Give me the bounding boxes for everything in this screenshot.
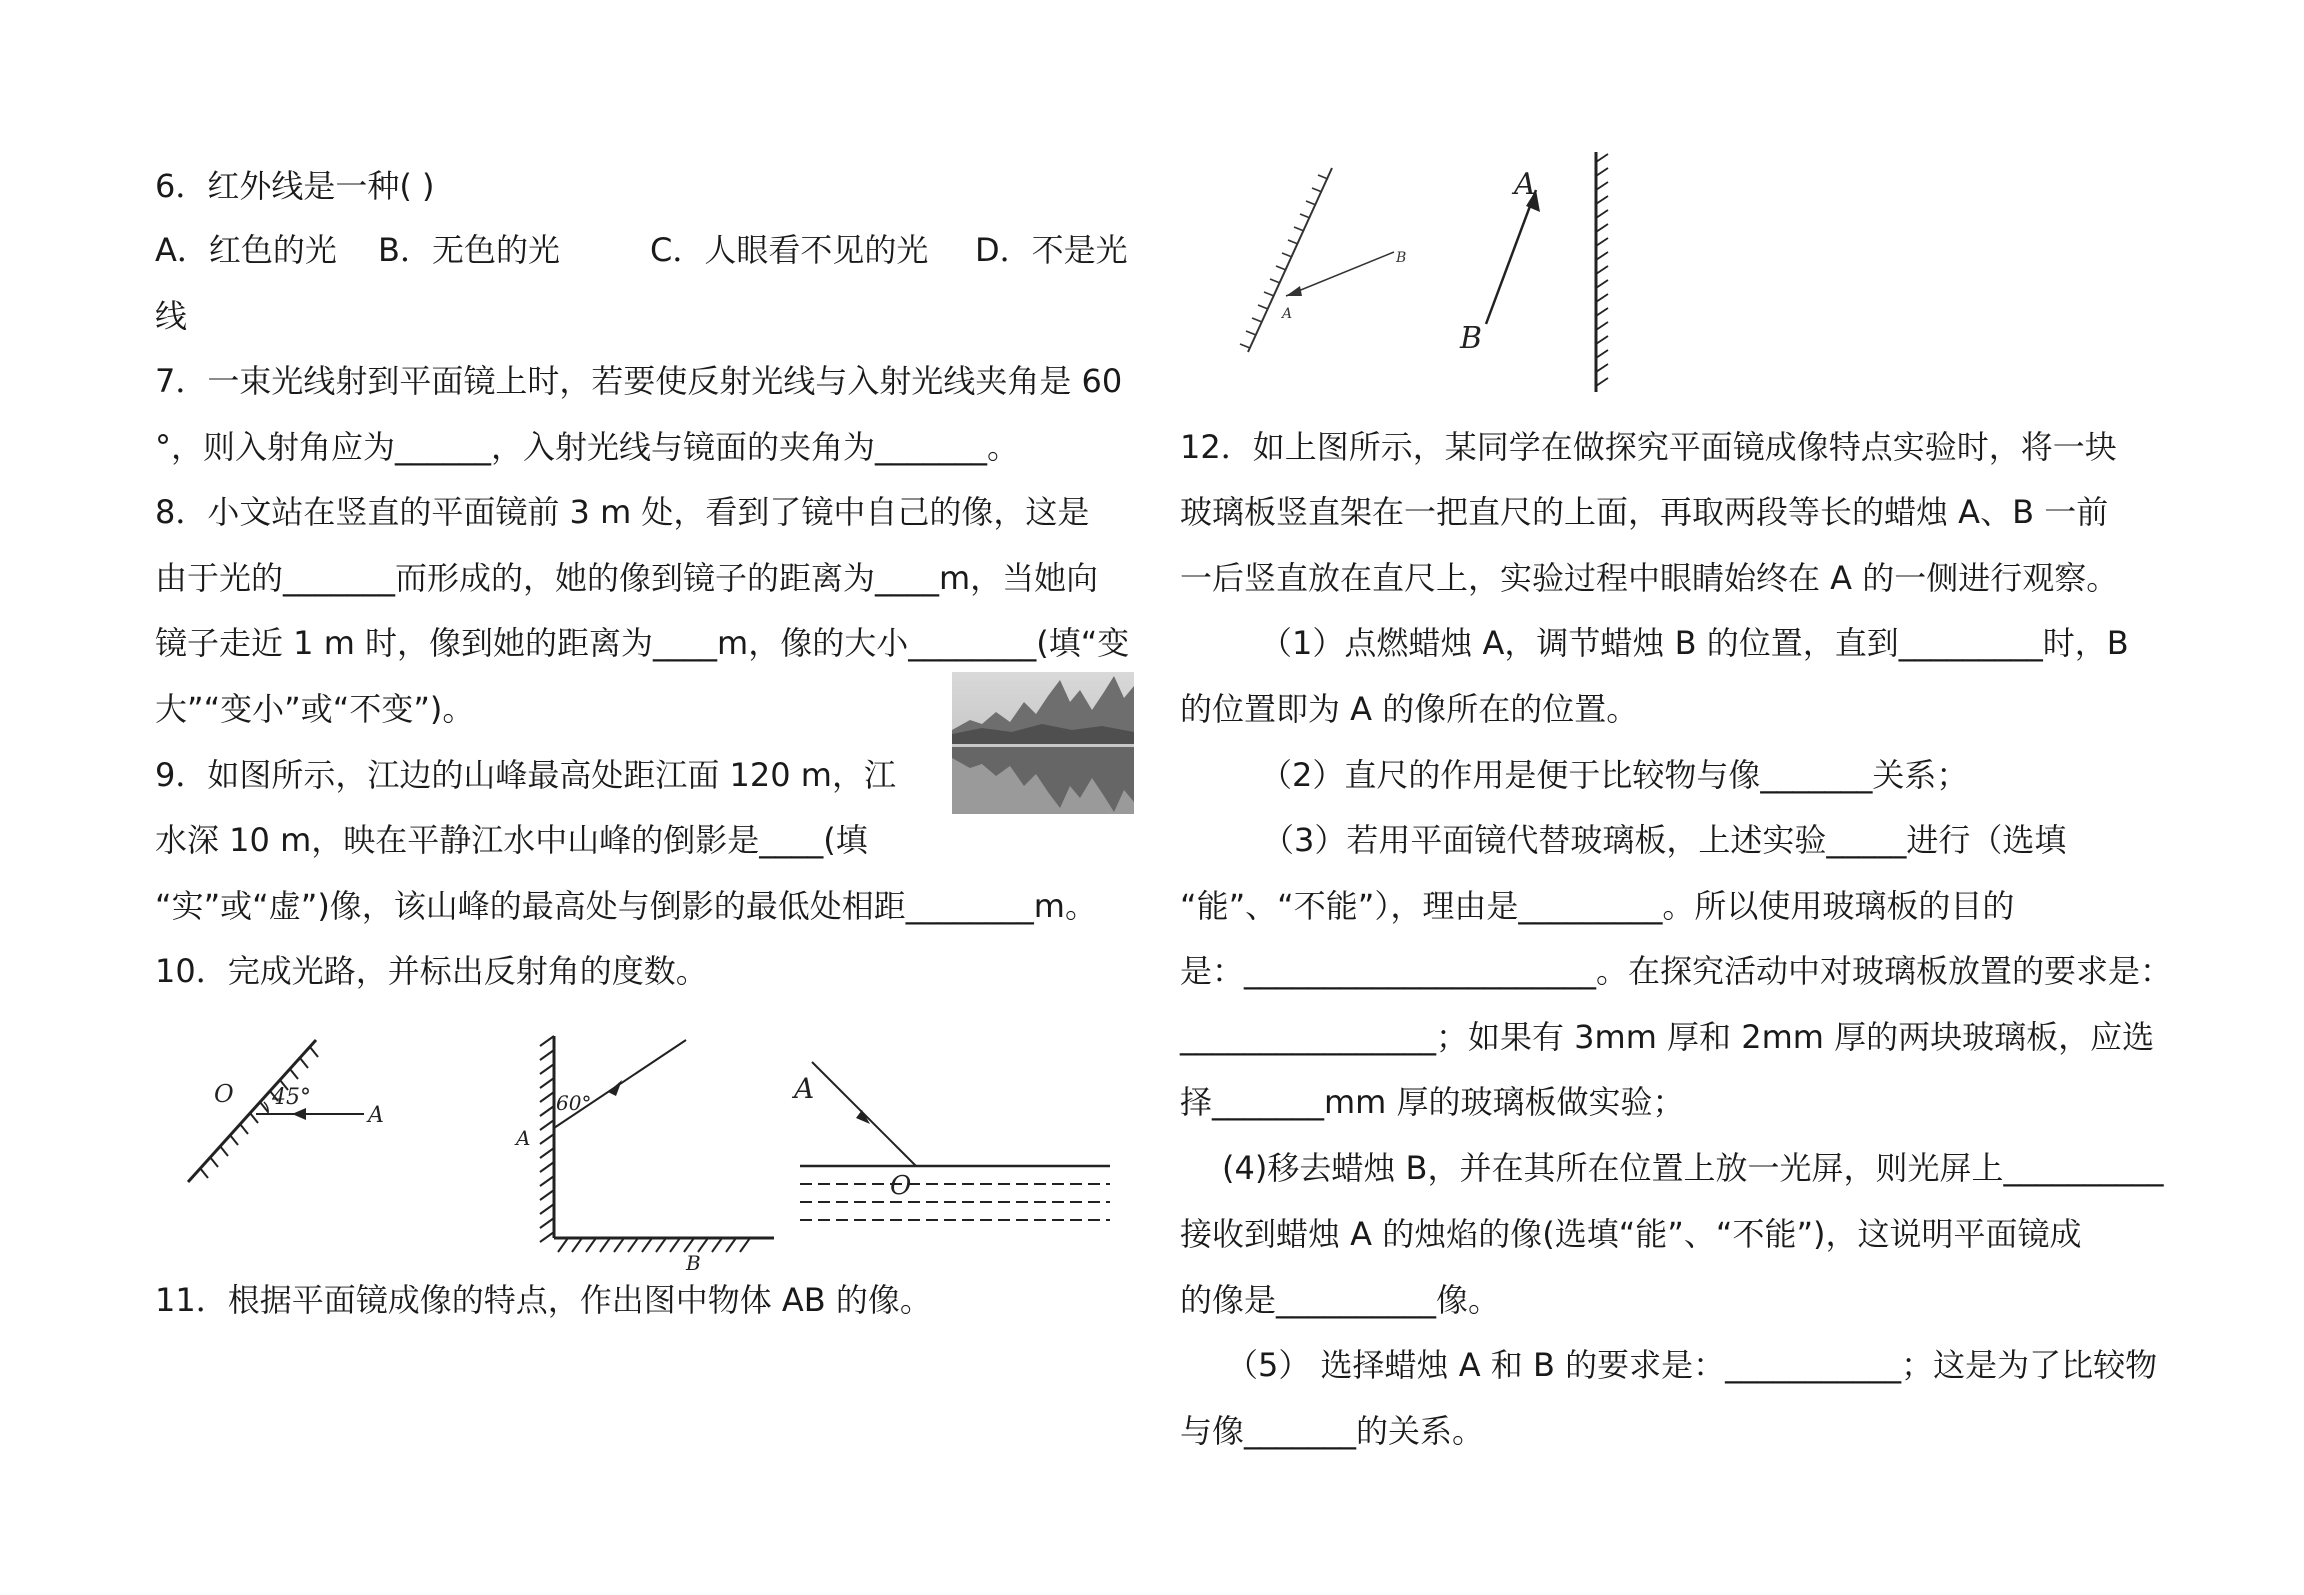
fig10b-label-b: B bbox=[686, 1251, 701, 1275]
fig11-label-b1: B bbox=[1396, 250, 1407, 266]
part-3-line5: 择_______mm 厚的玻璃板做实验； bbox=[1180, 1083, 1685, 1121]
question-8-line3: 镜子走近 1 m 时，像到她的距离为____m，像的大小________(填“变 bbox=[155, 624, 1130, 662]
question-8-line4: 大”“变小”或“不变”)。 bbox=[155, 690, 475, 728]
question-12-line3: 一后竖直放在直尺上，实验过程中眼睛始终在 A 的一侧进行观察。 bbox=[1180, 559, 2119, 597]
fig10a-label-angle: 45° bbox=[272, 1085, 311, 1110]
question-10: 10．完成光路，并标出反射角的度数。 bbox=[155, 952, 708, 990]
question-8-line2: 由于光的_______而形成的，她的像到镜子的距离为____m，当她向 bbox=[155, 559, 1099, 597]
fig10a-label-o: O bbox=[214, 1080, 234, 1108]
question-9-line3: “实”或“虚”)像，该山峰的最高处与倒影的最低处相距________m。 bbox=[155, 887, 1097, 925]
question-8-line1: 8．小文站在竖直的平面镜前 3 m 处，看到了镜中自己的像，这是 bbox=[155, 493, 1090, 531]
fig11-label-a2: A bbox=[1514, 167, 1536, 202]
part-4-line2: 接收到蜡烛 A 的烛焰的像(选填“能”、“不能”)，这说明平面镜成 bbox=[1180, 1215, 2082, 1253]
figure-10c-water-surface bbox=[790, 1058, 1120, 1248]
part-5-line1: （5） 选择蜡烛 A 和 B 的要求是：___________；这是为了比较物 bbox=[1226, 1346, 2158, 1384]
figure-10b-corner-mirror bbox=[510, 1030, 790, 1275]
figure-10a-mirror-45 bbox=[180, 1030, 400, 1190]
figure-11-mirror-objects bbox=[1228, 148, 1638, 398]
fig10c-label-a: A bbox=[794, 1072, 815, 1105]
question-6: 6．红外线是一种( ) bbox=[155, 167, 435, 205]
q6-option-d: D．不是光 bbox=[975, 231, 1128, 269]
part-1-line1: （1）点燃蜡烛 A，调节蜡烛 B 的位置，直到_________时，B bbox=[1260, 624, 2129, 662]
part-5-line2: 与像_______的关系。 bbox=[1180, 1412, 1485, 1450]
fig11-label-b2: B bbox=[1460, 321, 1483, 356]
fig10c-label-o: O bbox=[890, 1171, 912, 1201]
question-12-line1: 12．如上图所示，某同学在做探究平面镜成像特点实验时，将一块 bbox=[1180, 428, 2117, 466]
question-11: 11．根据平面镜成像的特点，作出图中物体 AB 的像。 bbox=[155, 1281, 932, 1319]
q6-option-a: A．红色的光 bbox=[155, 231, 337, 269]
part-4-line3: 的像是__________像。 bbox=[1180, 1281, 1501, 1319]
mountain-reflection-photo bbox=[952, 672, 1134, 814]
fig10b-label-angle: 60° bbox=[556, 1091, 592, 1115]
fig11-label-a1: A bbox=[1282, 306, 1293, 322]
question-7-line1: 7．一束光线射到平面镜上时，若要使反射光线与入射光线夹角是 60 bbox=[155, 362, 1123, 400]
part-4-line1: (4)移去蜡烛 B，并在其所在位置上放一光屏，则光屏上__________ bbox=[1222, 1149, 2164, 1187]
part-3-line4: ________________；如果有 3mm 厚和 2mm 厚的两块玻璃板，应选 bbox=[1180, 1018, 2155, 1056]
part-3-line2: “能”、“不能”），理由是_________。所以使用玻璃板的目的 bbox=[1180, 887, 2015, 925]
q6-continuation: 线 bbox=[155, 297, 188, 335]
fig10b-label-a: A bbox=[516, 1126, 531, 1150]
fig10a-label-a: A bbox=[368, 1103, 384, 1128]
q6-option-b: B．无色的光 bbox=[378, 231, 560, 269]
part-1-line2: 的位置即为 A 的像所在的位置。 bbox=[1180, 690, 1639, 728]
q6-option-c: C．人眼看不见的光 bbox=[650, 231, 929, 269]
part-3-line1: （3）若用平面镜代替玻璃板，上述实验_____进行（选填 bbox=[1262, 821, 2067, 859]
question-12-line2: 玻璃板竖直架在一把直尺的上面，再取两段等长的蜡烛 A、B 一前 bbox=[1180, 493, 2109, 531]
question-7-line2: °，则入射角应为______，入射光线与镜面的夹角为_______。 bbox=[155, 428, 1020, 466]
question-9-line2: 水深 10 m，映在平静江水中山峰的倒影是____(填 bbox=[155, 821, 868, 859]
question-9-line1: 9．如图所示，江边的山峰最高处距江面 120 m，江 bbox=[155, 756, 896, 794]
part-3-line3: 是：______________________。在探究活动中对玻璃板放置的要求是： bbox=[1180, 952, 2173, 990]
part-2: （2）直尺的作用是便于比较物与像_______关系； bbox=[1260, 756, 1969, 794]
